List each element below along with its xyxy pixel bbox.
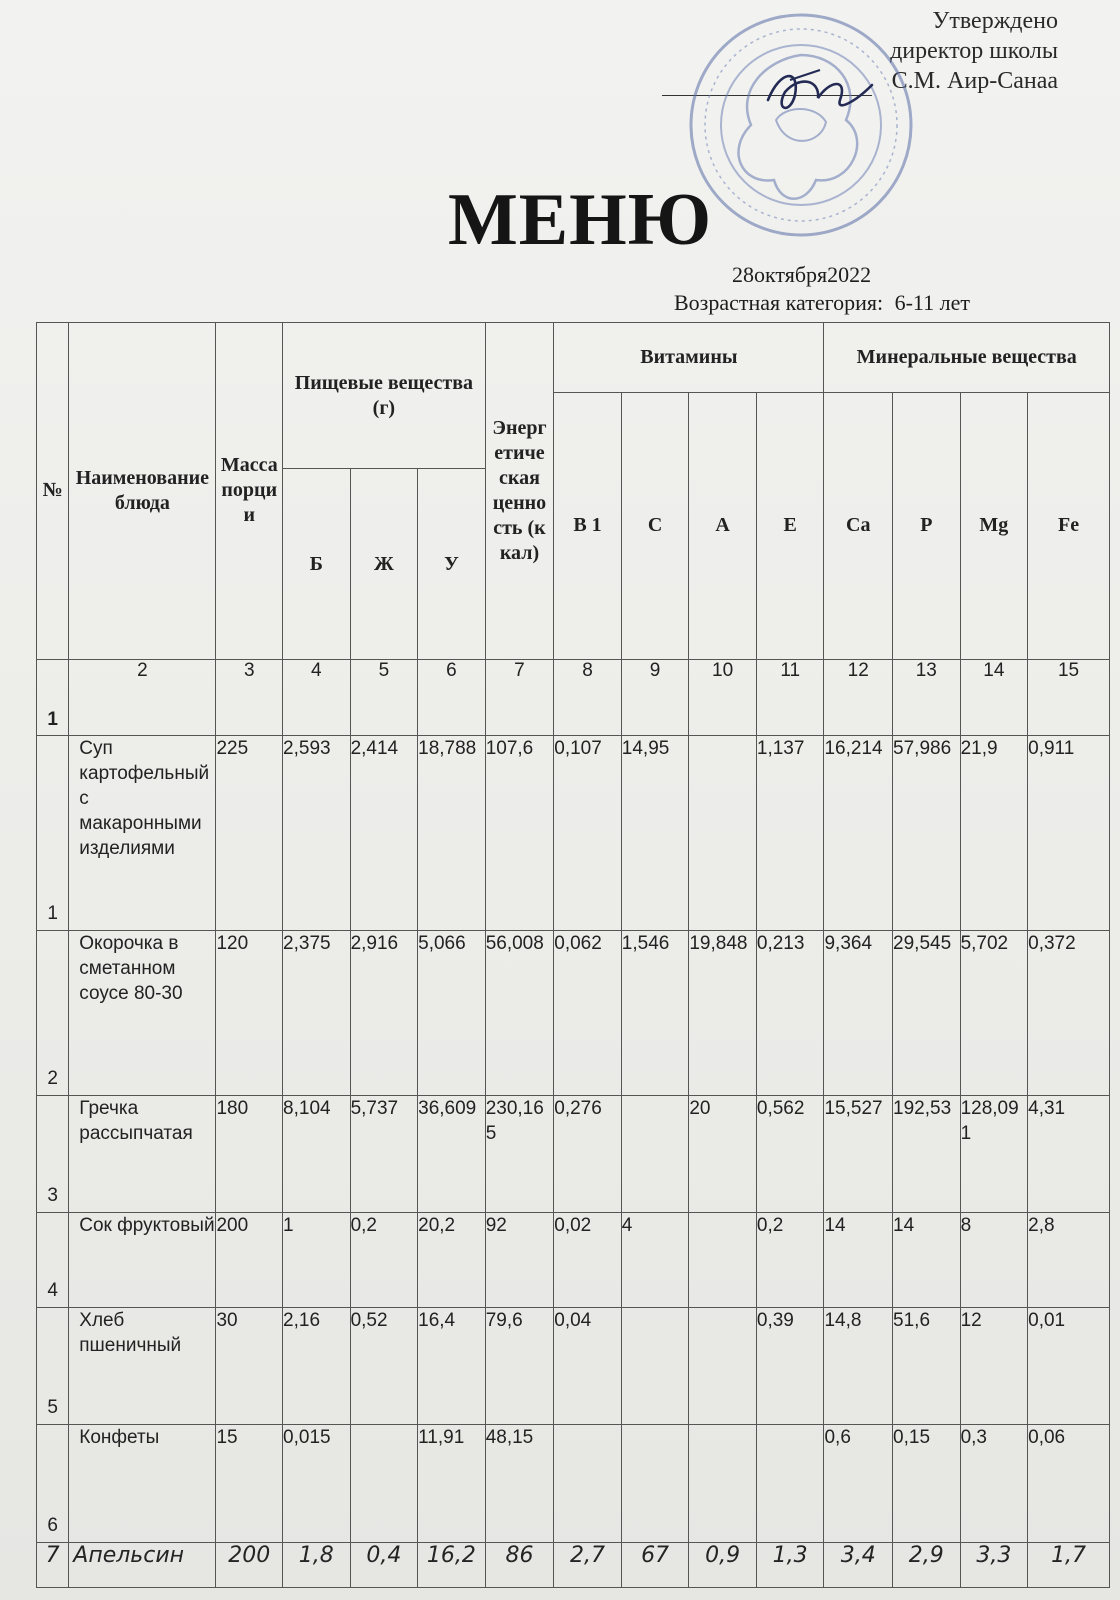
cell-fe: 1,7 <box>1028 1543 1110 1588</box>
cell-b1: 0,02 <box>554 1212 622 1307</box>
cell-p: 51,6 <box>893 1308 961 1425</box>
cell-ca: 14 <box>824 1212 893 1307</box>
cell-fat: 0,4 <box>350 1543 418 1588</box>
cell-fat: 0,2 <box>350 1212 418 1307</box>
menu-table <box>36 322 1110 1588</box>
row-index: 2 <box>37 931 69 1096</box>
cell-fe: 0,911 <box>1028 736 1110 931</box>
cell-a: 19,848 <box>689 931 757 1096</box>
row-index: 4 <box>37 1212 69 1307</box>
cell-ca: 14,8 <box>824 1308 893 1425</box>
cell-mg: 128,091 <box>960 1096 1028 1213</box>
cell-a <box>689 736 757 931</box>
dish-name: Конфеты <box>69 1424 216 1543</box>
cell-mg: 8 <box>960 1212 1028 1307</box>
cell-b1: 2,7 <box>554 1543 622 1588</box>
cell-b1: 0,276 <box>554 1096 622 1213</box>
column-number: 14 <box>960 659 1028 735</box>
cell-protein: 2,375 <box>283 931 351 1096</box>
col-header-e: E <box>756 392 824 659</box>
cell-energy: 48,15 <box>485 1424 554 1543</box>
column-number: 8 <box>554 659 622 735</box>
cell-mass: 200 <box>216 1543 283 1588</box>
row-index: 7 <box>37 1543 69 1588</box>
cell-mg: 0,3 <box>960 1424 1028 1543</box>
page-title: МЕНЮ <box>447 179 713 261</box>
cell-ca: 3,4 <box>824 1543 893 1588</box>
approval-title: Утверждено <box>932 8 1058 34</box>
cell-p: 57,986 <box>893 736 961 931</box>
cell-e: 0,213 <box>756 931 824 1096</box>
table-row-handwritten <box>37 1543 1110 1588</box>
cell-p: 2,9 <box>893 1543 961 1588</box>
table-row <box>37 736 1110 931</box>
cell-mass: 180 <box>216 1096 283 1213</box>
column-number: 13 <box>893 659 961 735</box>
cell-a: 0,9 <box>689 1543 757 1588</box>
approval-signatory: С.М. Аир-Санаа <box>891 68 1058 94</box>
cell-mg: 21,9 <box>960 736 1028 931</box>
table-row <box>37 1308 1110 1425</box>
cell-c: 4 <box>621 1212 689 1307</box>
cell-b1 <box>554 1424 622 1543</box>
cell-energy: 230,165 <box>485 1096 554 1213</box>
cell-protein: 1 <box>283 1212 351 1307</box>
column-number: 12 <box>824 659 893 735</box>
row-index: 3 <box>37 1096 69 1213</box>
cell-a: 20 <box>689 1096 757 1213</box>
cell-a <box>689 1212 757 1307</box>
cell-e: 0,39 <box>756 1308 824 1425</box>
column-number: 4 <box>283 659 351 735</box>
cell-mass: 30 <box>216 1308 283 1425</box>
cell-mass: 120 <box>216 931 283 1096</box>
column-number: 3 <box>216 659 283 735</box>
cell-mass: 200 <box>216 1212 283 1307</box>
cell-protein: 2,16 <box>283 1308 351 1425</box>
row-index: 6 <box>37 1424 69 1543</box>
cell-c <box>621 1424 689 1543</box>
cell-fat: 0,52 <box>350 1308 418 1425</box>
cell-e <box>756 1424 824 1543</box>
table-row <box>37 1096 1110 1213</box>
dish-name: Хлеб пшеничный <box>69 1308 216 1425</box>
col-header-vitamins: Витамины <box>554 323 824 393</box>
dish-name: Гречка рассыпчатая <box>69 1096 216 1213</box>
cell-a <box>689 1308 757 1425</box>
cell-ca: 16,214 <box>824 736 893 931</box>
cell-e: 1,137 <box>756 736 824 931</box>
column-number: 15 <box>1028 659 1110 735</box>
column-number: 1 <box>37 659 69 735</box>
column-number: 11 <box>756 659 824 735</box>
cell-carbs: 16,2 <box>418 1543 486 1588</box>
cell-fe: 0,06 <box>1028 1424 1110 1543</box>
col-header-nutrients: Пищевые вещества (г) <box>283 323 486 469</box>
cell-fat <box>350 1424 418 1543</box>
cell-fe: 0,372 <box>1028 931 1110 1096</box>
col-header-mass: Масса порции <box>216 323 283 660</box>
cell-fat: 2,916 <box>350 931 418 1096</box>
cell-energy: 107,6 <box>485 736 554 931</box>
cell-carbs: 16,4 <box>418 1308 486 1425</box>
cell-p: 192,53 <box>893 1096 961 1213</box>
cell-p: 14 <box>893 1212 961 1307</box>
col-header-p: P <box>893 392 961 659</box>
cell-fat: 2,414 <box>350 736 418 931</box>
column-number: 10 <box>689 659 757 735</box>
row-index: 1 <box>37 736 69 931</box>
column-number: 9 <box>621 659 689 735</box>
cell-energy: 56,008 <box>485 931 554 1096</box>
row-index: 5 <box>37 1308 69 1425</box>
cell-fat: 5,737 <box>350 1096 418 1213</box>
cell-carbs: 11,91 <box>418 1424 486 1543</box>
cell-fe: 4,31 <box>1028 1096 1110 1213</box>
col-header-carbs: У <box>418 469 486 660</box>
cell-c <box>621 1096 689 1213</box>
col-header-fe: Fe <box>1028 392 1110 659</box>
dish-name: Сок фруктовый <box>69 1212 216 1307</box>
cell-p: 0,15 <box>893 1424 961 1543</box>
cell-c: 1,546 <box>621 931 689 1096</box>
cell-e: 1,3 <box>756 1543 824 1588</box>
cell-energy: 79,6 <box>485 1308 554 1425</box>
column-number: 5 <box>350 659 418 735</box>
cell-carbs: 18,788 <box>418 736 486 931</box>
cell-b1: 0,062 <box>554 931 622 1096</box>
cell-mg: 3,3 <box>960 1543 1028 1588</box>
column-number: 7 <box>485 659 554 735</box>
cell-carbs: 5,066 <box>418 931 486 1096</box>
cell-protein: 0,015 <box>283 1424 351 1543</box>
cell-mg: 12 <box>960 1308 1028 1425</box>
table-row <box>37 1212 1110 1307</box>
table-row <box>37 1424 1110 1543</box>
cell-protein: 2,593 <box>283 736 351 931</box>
cell-ca: 0,6 <box>824 1424 893 1543</box>
col-header-ca: Ca <box>824 392 893 659</box>
cell-protein: 8,104 <box>283 1096 351 1213</box>
column-number-row <box>37 659 1110 735</box>
col-header-num: № <box>37 323 69 660</box>
cell-mg: 5,702 <box>960 931 1028 1096</box>
cell-mass: 225 <box>216 736 283 931</box>
column-number: 2 <box>69 659 216 735</box>
col-header-minerals: Минеральные вещества <box>824 323 1110 393</box>
age-category <box>668 290 970 316</box>
cell-mass: 15 <box>216 1424 283 1543</box>
age-category-value: 6-11 лет <box>894 290 970 315</box>
cell-protein: 1,8 <box>283 1543 351 1588</box>
cell-energy: 92 <box>485 1212 554 1307</box>
dish-name: Окорочка в сметанном соусе 80-30 <box>69 931 216 1096</box>
cell-ca: 9,364 <box>824 931 893 1096</box>
column-number: 6 <box>418 659 486 735</box>
col-header-b1: B 1 <box>554 392 622 659</box>
cell-fe: 0,01 <box>1028 1308 1110 1425</box>
cell-b1: 0,107 <box>554 736 622 931</box>
cell-p: 29,545 <box>893 931 961 1096</box>
cell-carbs: 36,609 <box>418 1096 486 1213</box>
age-category-label: Возрастная категория: <box>674 290 884 315</box>
col-header-name: Наименование блюда <box>69 323 216 660</box>
menu-date: 28октября2022 <box>732 262 872 287</box>
approval-position: директор школы <box>890 38 1058 64</box>
cell-e: 0,562 <box>756 1096 824 1213</box>
col-header-a: A <box>689 392 757 659</box>
cell-e: 0,2 <box>756 1212 824 1307</box>
dish-name: Апельсин <box>69 1543 216 1588</box>
cell-b1: 0,04 <box>554 1308 622 1425</box>
director-signature <box>760 50 880 130</box>
cell-carbs: 20,2 <box>418 1212 486 1307</box>
cell-c: 67 <box>621 1543 689 1588</box>
col-header-c: C <box>621 392 689 659</box>
cell-c: 14,95 <box>621 736 689 931</box>
col-header-protein: Б <box>283 469 351 660</box>
col-header-fat: Ж <box>350 469 418 660</box>
cell-c <box>621 1308 689 1425</box>
dish-name: Суп картофельный с макаронными изделиями <box>69 736 216 931</box>
cell-a <box>689 1424 757 1543</box>
col-header-mg: Mg <box>960 392 1028 659</box>
cell-ca: 15,527 <box>824 1096 893 1213</box>
table-row <box>37 931 1110 1096</box>
cell-fe: 2,8 <box>1028 1212 1110 1307</box>
cell-energy: 86 <box>485 1543 554 1588</box>
col-header-energy: Энергетическая ценность (ккал) <box>485 323 554 660</box>
